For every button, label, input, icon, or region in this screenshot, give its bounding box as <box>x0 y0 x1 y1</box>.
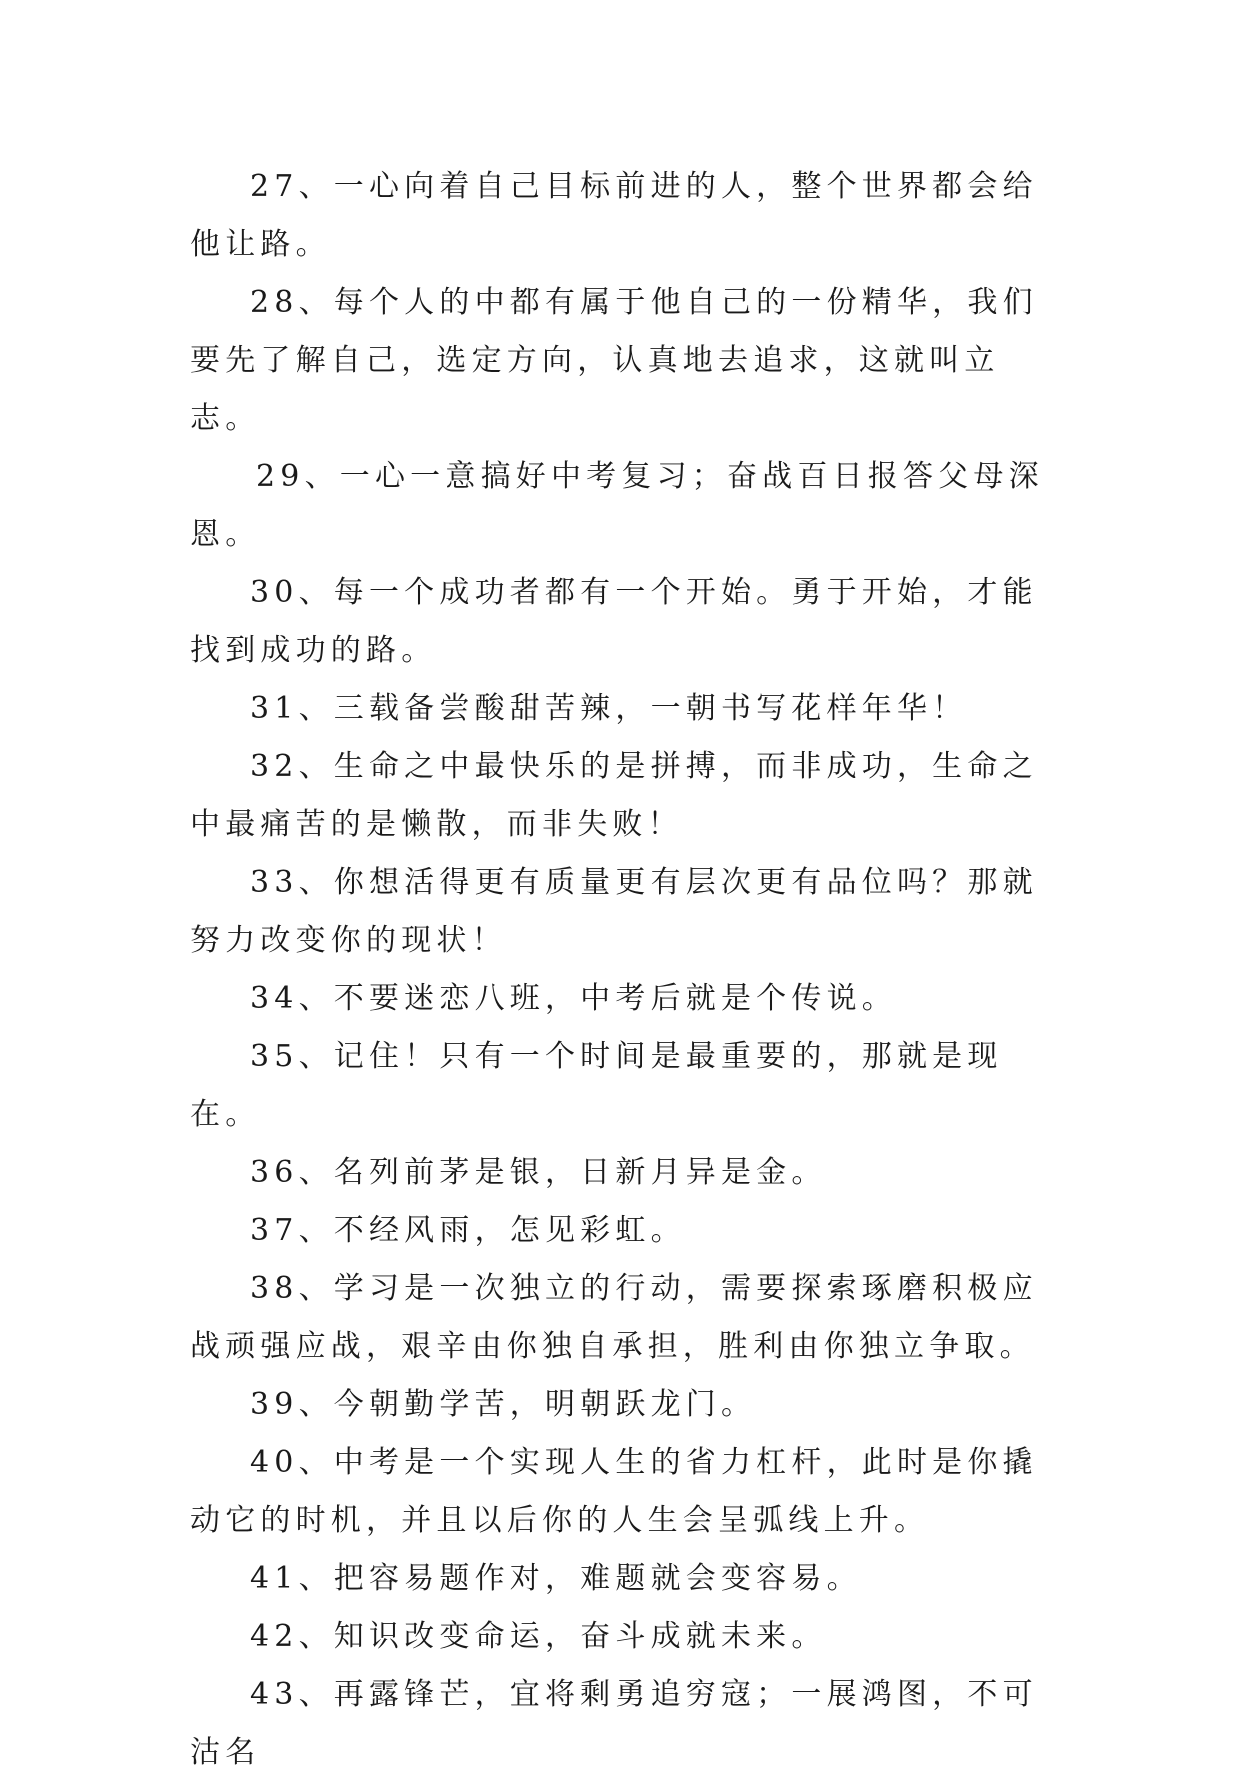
paragraph-33: 33、你想活得更有质量更有层次更有品位吗？那就努力改变你的现状！ <box>190 865 1038 958</box>
paragraph-36: 36、名列前茅是银，日新月异是金。 <box>250 1155 827 1190</box>
paragraph-41: 41、把容易题作对，难题就会变容易。 <box>250 1561 862 1596</box>
paragraph-35: 35、记住！只有一个时间是最重要的，那就是现在。 <box>190 1039 1003 1132</box>
paragraph-42: 42、知识改变命运，奋斗成就未来。 <box>250 1619 827 1654</box>
paragraph-40: 40、中考是一个实现人生的省力杠杆，此时是你撬动它的时机，并且以后你的人生会呈弧线上升。 <box>190 1445 1038 1538</box>
paragraph-34: 34、不要迷恋八班，中考后就是个传说。 <box>250 981 897 1016</box>
paragraph-30: 30、每一个成功者都有一个开始。勇于开始，才能找到成功的路。 <box>190 575 1038 668</box>
paragraph-31: 31、三载备尝酸甜苦辣，一朝书写花样年华！ <box>250 691 968 726</box>
paragraph-29: 29、一心一意搞好中考复习；奋战百日报答父母深恩。 <box>190 459 1044 552</box>
paragraph-27: 27、一心向着自己目标前进的人，整个世界都会给他让路。 <box>190 169 1038 262</box>
paragraph-28: 28、每个人的中都有属于他自己的一份精华，我们要先了解自己，选定方向，认真地去追求，这就叫立志。 <box>190 285 1038 436</box>
document-body <box>190 158 1062 1782</box>
paragraph-39: 39、今朝勤学苦，明朝跃龙门。 <box>250 1387 757 1422</box>
paragraph-37: 37、不经风雨，怎见彩虹。 <box>250 1213 686 1248</box>
paragraph-43: 43、再露锋芒，宜将剩勇追穷寇；一展鸿图，不可沽名 <box>190 1677 1038 1770</box>
paragraph-32: 32、生命之中最快乐的是拼搏，而非成功，生命之中最痛苦的是懒散，而非失败！ <box>190 749 1038 842</box>
paragraph-38: 38、学习是一次独立的行动，需要探索琢磨积极应战顽强应战，艰辛由你独自承担，胜利由你独立争取。 <box>190 1271 1038 1364</box>
